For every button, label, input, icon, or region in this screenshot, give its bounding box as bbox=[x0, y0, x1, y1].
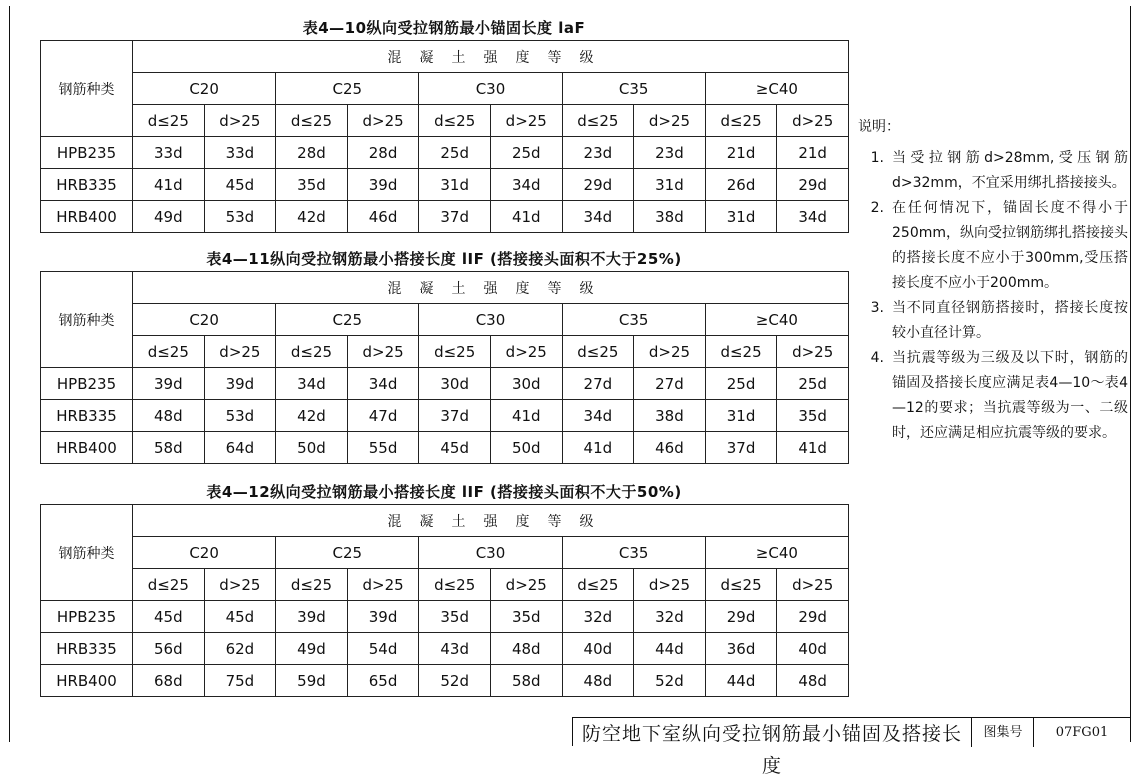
diameter-cell: d>25 bbox=[634, 105, 706, 137]
length-cell: 30d bbox=[419, 368, 491, 400]
length-cell: 33d bbox=[204, 137, 276, 169]
length-cell: 29d bbox=[777, 601, 849, 633]
grade-cell: C30 bbox=[419, 537, 562, 569]
rebar-type-cell: HRB335 bbox=[41, 633, 133, 665]
diameter-cell: d>25 bbox=[777, 569, 849, 601]
diameter-cell: d≤25 bbox=[276, 569, 348, 601]
diameter-cell: d≤25 bbox=[276, 336, 348, 368]
concrete-grade-header: 混凝土强度等级 bbox=[133, 41, 849, 73]
length-cell: 41d bbox=[490, 201, 562, 233]
note-item bbox=[858, 296, 1128, 346]
length-cell: 21d bbox=[705, 137, 777, 169]
length-cell: 58d bbox=[490, 665, 562, 697]
anchorage-table bbox=[40, 271, 849, 464]
rebar-type-cell: HPB235 bbox=[41, 137, 133, 169]
length-cell: 75d bbox=[204, 665, 276, 697]
length-cell: 38d bbox=[634, 400, 706, 432]
diameter-cell: d>25 bbox=[777, 105, 849, 137]
length-cell: 37d bbox=[705, 432, 777, 464]
length-cell: 46d bbox=[634, 432, 706, 464]
grade-row bbox=[41, 73, 849, 105]
length-cell: 50d bbox=[490, 432, 562, 464]
length-cell: 36d bbox=[705, 633, 777, 665]
length-cell: 28d bbox=[276, 137, 348, 169]
diameter-cell: d>25 bbox=[347, 569, 419, 601]
length-cell: 41d bbox=[777, 432, 849, 464]
diameter-cell: d>25 bbox=[634, 336, 706, 368]
length-cell: 45d bbox=[419, 432, 491, 464]
length-cell: 39d bbox=[347, 169, 419, 201]
note-number: 3. bbox=[870, 300, 884, 316]
length-cell: 33d bbox=[133, 137, 205, 169]
length-cell: 45d bbox=[133, 601, 205, 633]
length-cell: 54d bbox=[347, 633, 419, 665]
diameter-cell: d≤25 bbox=[276, 105, 348, 137]
diameter-cell: d>25 bbox=[490, 336, 562, 368]
length-cell: 35d bbox=[777, 400, 849, 432]
length-cell: 52d bbox=[634, 665, 706, 697]
table-row bbox=[41, 368, 849, 400]
diameter-cell: d>25 bbox=[347, 105, 419, 137]
length-cell: 31d bbox=[419, 169, 491, 201]
drawing-title: 防空地下室纵向受拉钢筋最小锚固及搭接长度 bbox=[581, 723, 962, 777]
length-cell: 27d bbox=[634, 368, 706, 400]
notes-list bbox=[858, 146, 1128, 446]
length-cell: 62d bbox=[204, 633, 276, 665]
length-cell: 65d bbox=[347, 665, 419, 697]
length-cell: 25d bbox=[490, 137, 562, 169]
notes-panel bbox=[858, 115, 1128, 446]
length-cell: 31d bbox=[705, 400, 777, 432]
note-text: 当不同直径钢筋搭接时，搭接长度按较小直径计算。 bbox=[892, 300, 1128, 341]
length-cell: 58d bbox=[133, 432, 205, 464]
grade-cell: C20 bbox=[133, 537, 276, 569]
length-cell: 49d bbox=[276, 633, 348, 665]
length-cell: 25d bbox=[705, 368, 777, 400]
length-cell: 53d bbox=[204, 400, 276, 432]
length-cell: 39d bbox=[347, 601, 419, 633]
length-cell: 48d bbox=[777, 665, 849, 697]
length-cell: 39d bbox=[133, 368, 205, 400]
length-cell: 55d bbox=[347, 432, 419, 464]
diameter-cell: d>25 bbox=[490, 105, 562, 137]
length-cell: 34d bbox=[777, 201, 849, 233]
table-title: 表4—11纵向受拉钢筋最小搭接长度 lIF (搭接接头面积不大于25%) bbox=[206, 250, 682, 268]
length-cell: 41d bbox=[133, 169, 205, 201]
table-row bbox=[41, 601, 849, 633]
concrete-grade-header: 混凝土强度等级 bbox=[133, 505, 849, 537]
atlas-label: 图集号 bbox=[971, 718, 1034, 747]
length-cell: 30d bbox=[490, 368, 562, 400]
length-cell: 47d bbox=[347, 400, 419, 432]
table-header-row bbox=[41, 505, 849, 537]
rebar-type-cell: HRB400 bbox=[41, 201, 133, 233]
length-cell: 39d bbox=[204, 368, 276, 400]
grade-cell: ≥C40 bbox=[705, 304, 848, 336]
length-cell: 21d bbox=[777, 137, 849, 169]
length-cell: 40d bbox=[777, 633, 849, 665]
note-number: 2. bbox=[870, 200, 884, 216]
length-cell: 42d bbox=[276, 201, 348, 233]
length-cell: 29d bbox=[705, 601, 777, 633]
table-row bbox=[41, 633, 849, 665]
table-row bbox=[41, 201, 849, 233]
diameter-cell: d≤25 bbox=[705, 569, 777, 601]
length-cell: 25d bbox=[419, 137, 491, 169]
length-cell: 23d bbox=[562, 137, 634, 169]
length-cell: 38d bbox=[634, 201, 706, 233]
length-cell: 41d bbox=[490, 400, 562, 432]
note-item bbox=[858, 196, 1128, 296]
length-cell: 43d bbox=[419, 633, 491, 665]
diameter-cell: d>25 bbox=[204, 569, 276, 601]
length-cell: 28d bbox=[347, 137, 419, 169]
table-row bbox=[41, 665, 849, 697]
diameter-cell: d≤25 bbox=[562, 569, 634, 601]
length-cell: 23d bbox=[634, 137, 706, 169]
anchorage-table bbox=[40, 40, 849, 233]
length-cell: 34d bbox=[562, 201, 634, 233]
rebar-type-cell: HRB335 bbox=[41, 169, 133, 201]
length-cell: 45d bbox=[204, 169, 276, 201]
rebar-type-cell: HPB235 bbox=[41, 601, 133, 633]
length-cell: 42d bbox=[276, 400, 348, 432]
length-cell: 34d bbox=[276, 368, 348, 400]
notes-heading: 说明： bbox=[858, 119, 900, 135]
diameter-cell: d≤25 bbox=[419, 569, 491, 601]
length-cell: 27d bbox=[562, 368, 634, 400]
grade-cell: C35 bbox=[562, 537, 705, 569]
length-cell: 34d bbox=[490, 169, 562, 201]
length-cell: 25d bbox=[777, 368, 849, 400]
grade-cell: C35 bbox=[562, 73, 705, 105]
diameter-cell: d>25 bbox=[204, 336, 276, 368]
rebar-kind-header: 钢筋种类 bbox=[41, 272, 133, 368]
table-header-row bbox=[41, 41, 849, 73]
length-cell: 37d bbox=[419, 201, 491, 233]
length-cell: 31d bbox=[705, 201, 777, 233]
table-title: 表4—10纵向受拉钢筋最小锚固长度 laF bbox=[302, 19, 586, 37]
diameter-cell: d>25 bbox=[347, 336, 419, 368]
length-cell: 56d bbox=[133, 633, 205, 665]
note-text: 当抗震等级为三级及以下时，钢筋的锚固及搭接长度应满足表4—10～表4—12的要求；当抗震等级为一、二级时，还应满足相应抗震等级的要求。 bbox=[892, 350, 1128, 441]
diameter-row bbox=[41, 336, 849, 368]
length-cell: 35d bbox=[419, 601, 491, 633]
note-item bbox=[858, 346, 1128, 446]
diameter-cell: d≤25 bbox=[562, 336, 634, 368]
length-cell: 44d bbox=[705, 665, 777, 697]
grade-row bbox=[41, 537, 849, 569]
rebar-type-cell: HRB400 bbox=[41, 432, 133, 464]
length-cell: 64d bbox=[204, 432, 276, 464]
length-cell: 29d bbox=[777, 169, 849, 201]
grade-cell: C30 bbox=[419, 304, 562, 336]
note-text: 在任何情况下，锚固长度不得小于250mm，纵向受拉钢筋绑扎搭接接头的搭接长度不应小于300mm,受压搭接长度不应小于200mm。 bbox=[892, 200, 1128, 291]
grade-row bbox=[41, 304, 849, 336]
length-cell: 40d bbox=[562, 633, 634, 665]
length-cell: 34d bbox=[347, 368, 419, 400]
length-cell: 35d bbox=[276, 169, 348, 201]
note-text: 当受拉钢筋d>28mm,受压钢筋d>32mm，不宜采用绑扎搭接接头。 bbox=[892, 150, 1128, 191]
diameter-cell: d≤25 bbox=[705, 336, 777, 368]
grade-cell: C20 bbox=[133, 304, 276, 336]
table-title: 表4—12纵向受拉钢筋最小搭接长度 lIF (搭接接头面积不大于50%) bbox=[206, 483, 682, 501]
length-cell: 52d bbox=[419, 665, 491, 697]
length-cell: 31d bbox=[634, 169, 706, 201]
rebar-kind-header: 钢筋种类 bbox=[41, 41, 133, 137]
length-cell: 39d bbox=[276, 601, 348, 633]
grade-cell: C25 bbox=[276, 537, 419, 569]
note-item bbox=[858, 146, 1128, 196]
grade-cell: ≥C40 bbox=[705, 537, 848, 569]
rebar-type-cell: HRB400 bbox=[41, 665, 133, 697]
length-cell: 37d bbox=[419, 400, 491, 432]
diameter-cell: d>25 bbox=[204, 105, 276, 137]
diameter-cell: d>25 bbox=[777, 336, 849, 368]
length-cell: 50d bbox=[276, 432, 348, 464]
diameter-cell: d≤25 bbox=[133, 569, 205, 601]
atlas-number: 07FG01 bbox=[1033, 718, 1130, 747]
length-cell: 45d bbox=[204, 601, 276, 633]
length-cell: 34d bbox=[562, 400, 634, 432]
length-cell: 49d bbox=[133, 201, 205, 233]
table-row bbox=[41, 169, 849, 201]
grade-cell: C20 bbox=[133, 73, 276, 105]
diameter-row bbox=[41, 105, 849, 137]
concrete-grade-header: 混凝土强度等级 bbox=[133, 272, 849, 304]
length-cell: 68d bbox=[133, 665, 205, 697]
rebar-kind-header: 钢筋种类 bbox=[41, 505, 133, 601]
length-cell: 41d bbox=[562, 432, 634, 464]
diameter-cell: d≤25 bbox=[705, 105, 777, 137]
grade-cell: C25 bbox=[276, 73, 419, 105]
table-row bbox=[41, 432, 849, 464]
diameter-row bbox=[41, 569, 849, 601]
rebar-type-cell: HPB235 bbox=[41, 368, 133, 400]
diameter-cell: d>25 bbox=[634, 569, 706, 601]
length-cell: 48d bbox=[562, 665, 634, 697]
length-cell: 44d bbox=[634, 633, 706, 665]
grade-cell: C30 bbox=[419, 73, 562, 105]
diameter-cell: d≤25 bbox=[419, 105, 491, 137]
grade-cell: ≥C40 bbox=[705, 73, 848, 105]
length-cell: 59d bbox=[276, 665, 348, 697]
length-cell: 46d bbox=[347, 201, 419, 233]
table-row bbox=[41, 400, 849, 432]
table-header-row bbox=[41, 272, 849, 304]
diameter-cell: d≤25 bbox=[133, 105, 205, 137]
length-cell: 48d bbox=[133, 400, 205, 432]
grade-cell: C35 bbox=[562, 304, 705, 336]
length-cell: 48d bbox=[490, 633, 562, 665]
anchorage-table bbox=[40, 504, 849, 697]
table-row bbox=[41, 137, 849, 169]
rebar-type-cell: HRB335 bbox=[41, 400, 133, 432]
length-cell: 26d bbox=[705, 169, 777, 201]
diameter-cell: d≤25 bbox=[419, 336, 491, 368]
length-cell: 32d bbox=[562, 601, 634, 633]
length-cell: 35d bbox=[490, 601, 562, 633]
diameter-cell: d>25 bbox=[490, 569, 562, 601]
diameter-cell: d≤25 bbox=[562, 105, 634, 137]
note-number: 4. bbox=[870, 350, 884, 366]
length-cell: 32d bbox=[634, 601, 706, 633]
grade-cell: C25 bbox=[276, 304, 419, 336]
title-block bbox=[572, 717, 1130, 777]
note-number: 1. bbox=[870, 150, 884, 166]
diameter-cell: d≤25 bbox=[133, 336, 205, 368]
length-cell: 29d bbox=[562, 169, 634, 201]
length-cell: 53d bbox=[204, 201, 276, 233]
